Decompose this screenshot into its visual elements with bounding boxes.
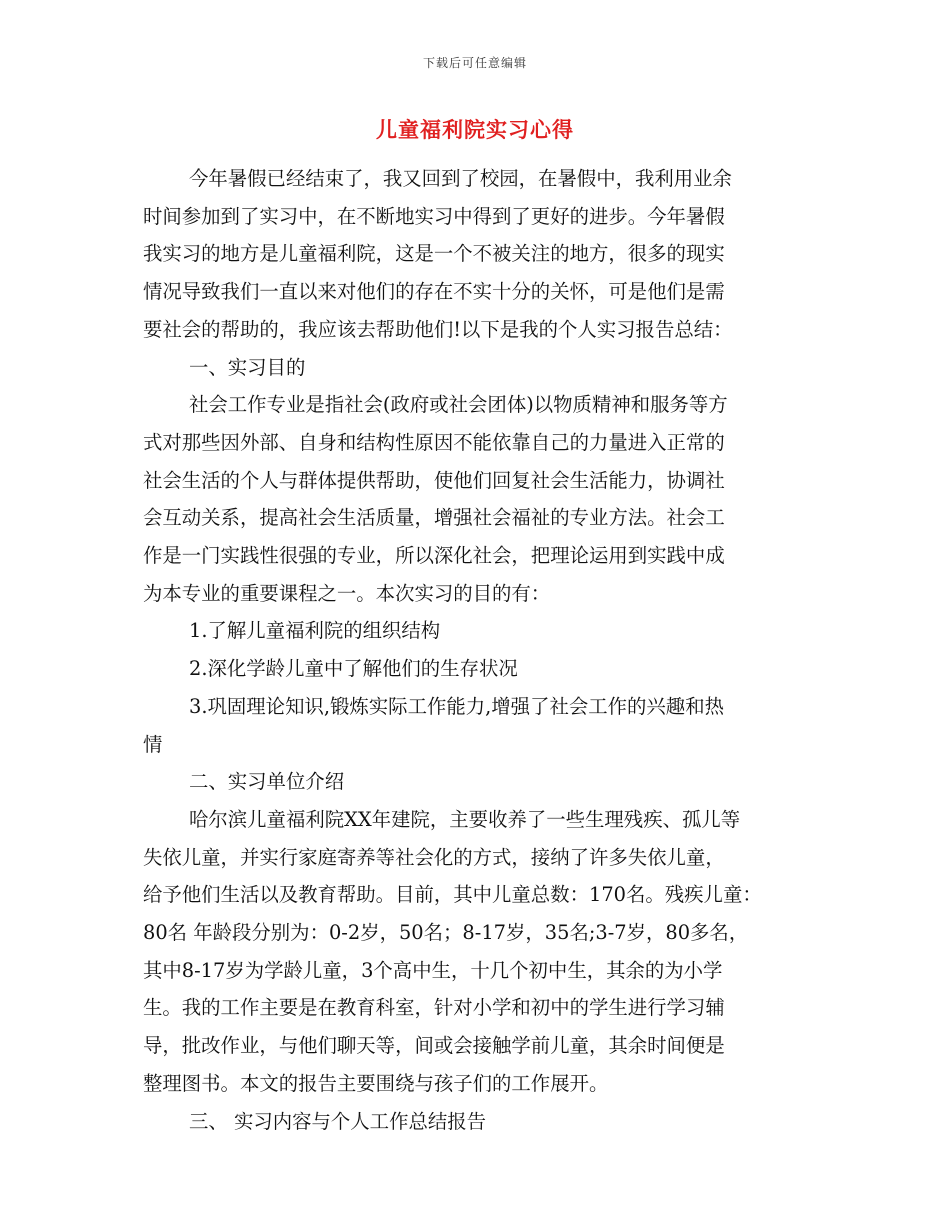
- document-title: 儿童福利院实习心得: [376, 118, 574, 142]
- paragraph-line: 今年暑假已经结束了，我又回到了校园，在暑假中，我利用业余: [189, 167, 732, 190]
- list-item-2: 2.深化学龄儿童中了解他们的生存状况: [189, 657, 518, 681]
- paragraph-line: 给予他们生活以及教育帮助。目前，其中儿童总数：170名。残疾儿童：: [143, 883, 762, 907]
- paragraph-line: 作是一门实践性很强的专业，所以深化社会，把理论运用到实践中成: [143, 544, 725, 568]
- paragraph-line: 80名 年龄段分别为：0-2岁，50名；8-17岁，35名;3-7岁，80多名，: [143, 921, 749, 945]
- section-heading-1: 一、实习目的: [189, 355, 306, 379]
- paragraph-line: 时间参加到了实习中，在不断地实习中得到了更好的进步。今年暑假: [143, 204, 725, 228]
- paragraph-line: 我实习的地方是儿童福利院，这是一个不被关注的地方，很多的现实: [143, 242, 725, 266]
- paragraph-line: 生。我的工作主要是在教育科室，针对小学和初中的学生进行学习辅: [143, 996, 725, 1020]
- paragraph-line: 社会工作专业是指社会(政府或社会团体)以物质精神和服务等方: [189, 393, 728, 417]
- section-heading-3: 三、 实习内容与个人工作总结报告: [189, 1109, 487, 1133]
- list-item-1: 1.了解儿童福利院的组织结构: [189, 619, 441, 643]
- list-item-3: 3.巩固理论知识,锻炼实际工作能力,增强了社会工作的兴趣和热: [189, 694, 724, 718]
- paragraph-line: 哈尔滨儿童福利院XX年建院，主要收养了一些生理残疾、孤儿等: [189, 807, 741, 831]
- paragraph-line: 整理图书。本文的报告主要围绕与孩子们的工作展开。: [143, 1071, 609, 1095]
- document-body: [143, 160, 823, 1140]
- paragraph-line: 要社会的帮助的，我应该去帮助他们!以下是我的个人实习报告总结：: [143, 317, 733, 341]
- paragraph-line: 式对那些因外部、自身和结构性原因不能依靠自己的力量进入正常的: [143, 430, 725, 454]
- paragraph-line: 情: [143, 732, 163, 756]
- paragraph-line: 失依儿童，并实行家庭寄养等社会化的方式，接纳了许多失依儿童，: [143, 845, 725, 869]
- paragraph-line: 社会生活的个人与群体提供帮助，使他们回复社会生活能力，协调社: [143, 468, 725, 492]
- paragraph-line: 其中8-17岁为学龄儿童，3个高中生，十几个初中生，其余的为小学: [143, 958, 723, 982]
- paragraph-line: 导，批改作业，与他们聊天等，间或会接触学前儿童，其余时间便是: [143, 1034, 725, 1058]
- header-note: 下载后可任意编辑: [422, 56, 527, 70]
- paragraph-line: 情况导致我们一直以来对他们的存在不实十分的关怀，可是他们是需: [143, 280, 725, 304]
- section-heading-2: 二、实习单位介绍: [189, 770, 345, 794]
- paragraph-line: 会互动关系，提高社会生活质量，增强社会福祉的专业方法。社会工: [143, 506, 725, 530]
- paragraph-line: 为本专业的重要课程之一。本次实习的目的有：: [143, 581, 551, 605]
